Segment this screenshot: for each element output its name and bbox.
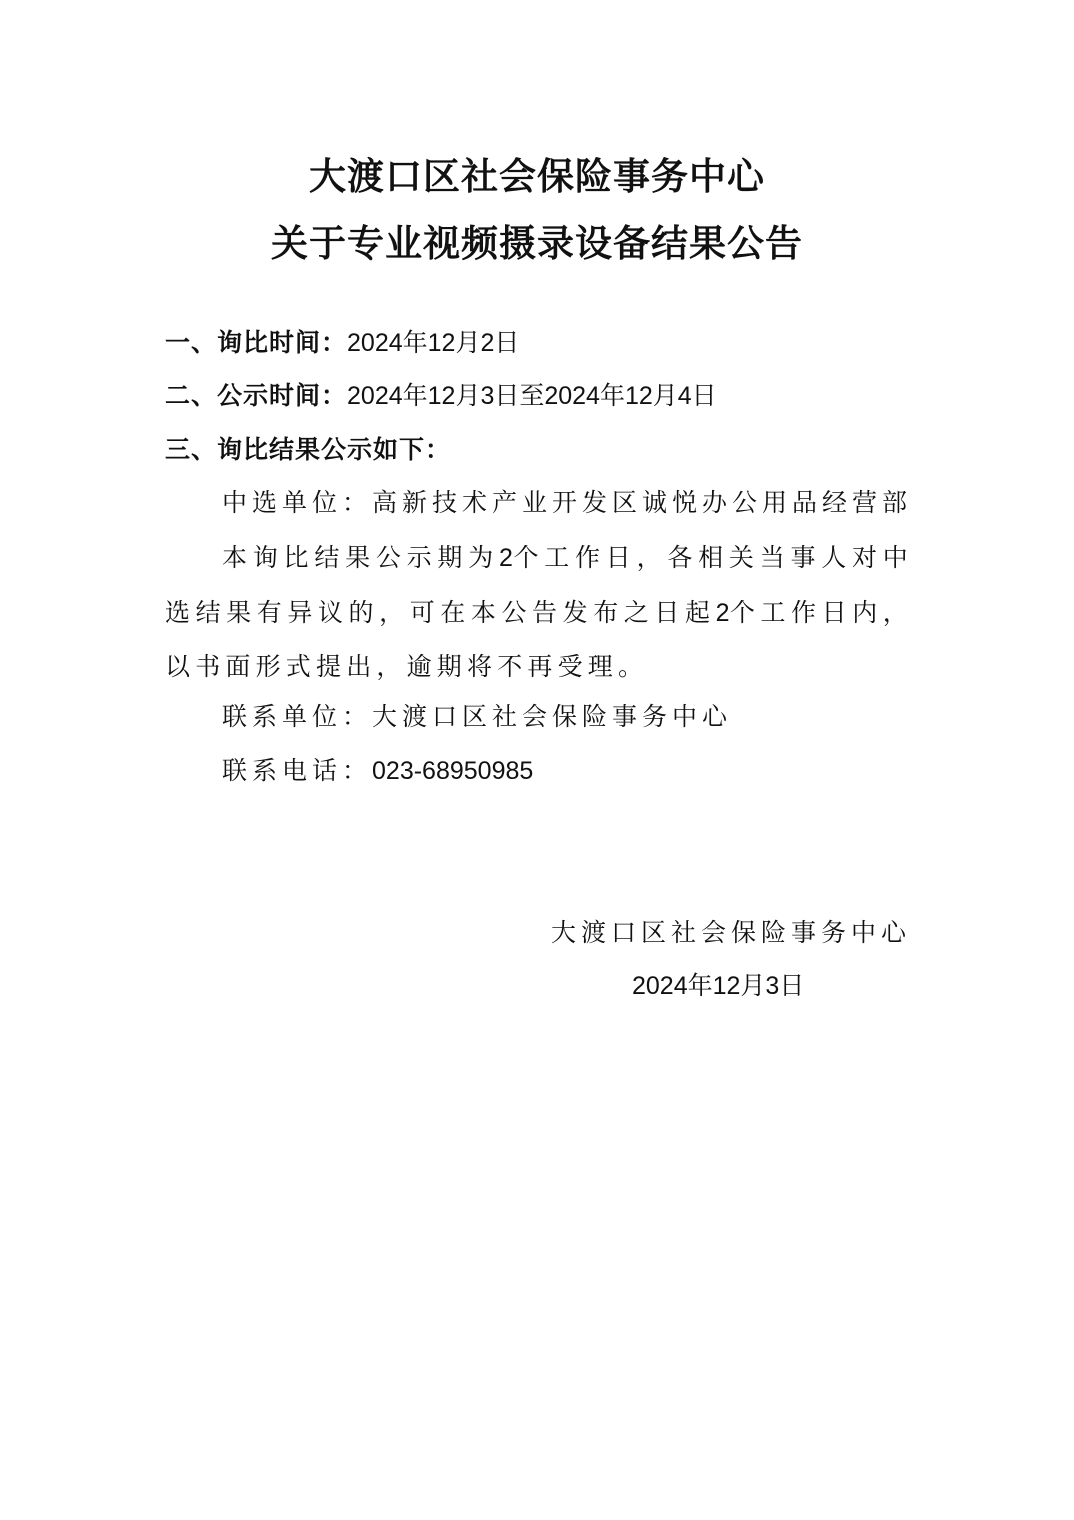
notice-days-2: 2 [715, 598, 730, 627]
winner-line [222, 483, 912, 523]
signature-organization: 大渡口区社会保险事务中心 [550, 918, 911, 947]
contact-unit-value: 大渡口区社会保险事务中心 [372, 702, 733, 731]
item-inquiry-time [165, 323, 519, 363]
contact-unit-label: 联系单位： [222, 702, 373, 731]
winner-label: 中选单位： [222, 488, 373, 517]
contact-unit-line [222, 697, 732, 737]
item-publicity-time-label: 二、公示时间： [165, 381, 348, 410]
notice-days-1: 2 [499, 544, 513, 572]
contact-phone-label: 联系电话： [222, 756, 373, 785]
contact-phone-line [222, 751, 533, 791]
item-result-heading: 三、询比结果公示如下： [165, 435, 452, 464]
title-line-2: 关于专业视频摄录设备结果公告 [271, 221, 803, 265]
item-publicity-time [165, 376, 717, 416]
signature-date: 2024年12月3日 [632, 972, 805, 1000]
contact-phone-value: 023-68950985 [372, 757, 534, 785]
item-inquiry-time-label: 一、询比时间： [165, 328, 348, 357]
item-inquiry-time-value: 2024年12月2日 [347, 329, 520, 357]
item-publicity-time-value: 2024年12月3日至2024年12月4日 [347, 382, 717, 410]
winner-value: 高新技术产业开发区诚悦办公用品经营部 [372, 488, 913, 517]
title-line-1: 大渡口区社会保险事务中心 [309, 154, 765, 198]
notice-text-3: 个工作日内，以书面形式提出，逾期将不再受理。 [165, 597, 913, 681]
notice-text-1: 本询比结果公示期为 [222, 543, 499, 572]
notice-text-2: 个工作日，各相关当事人对中选结果有异议的，可在本公告发布之日起 [165, 543, 913, 627]
notice-paragraph [165, 531, 913, 694]
